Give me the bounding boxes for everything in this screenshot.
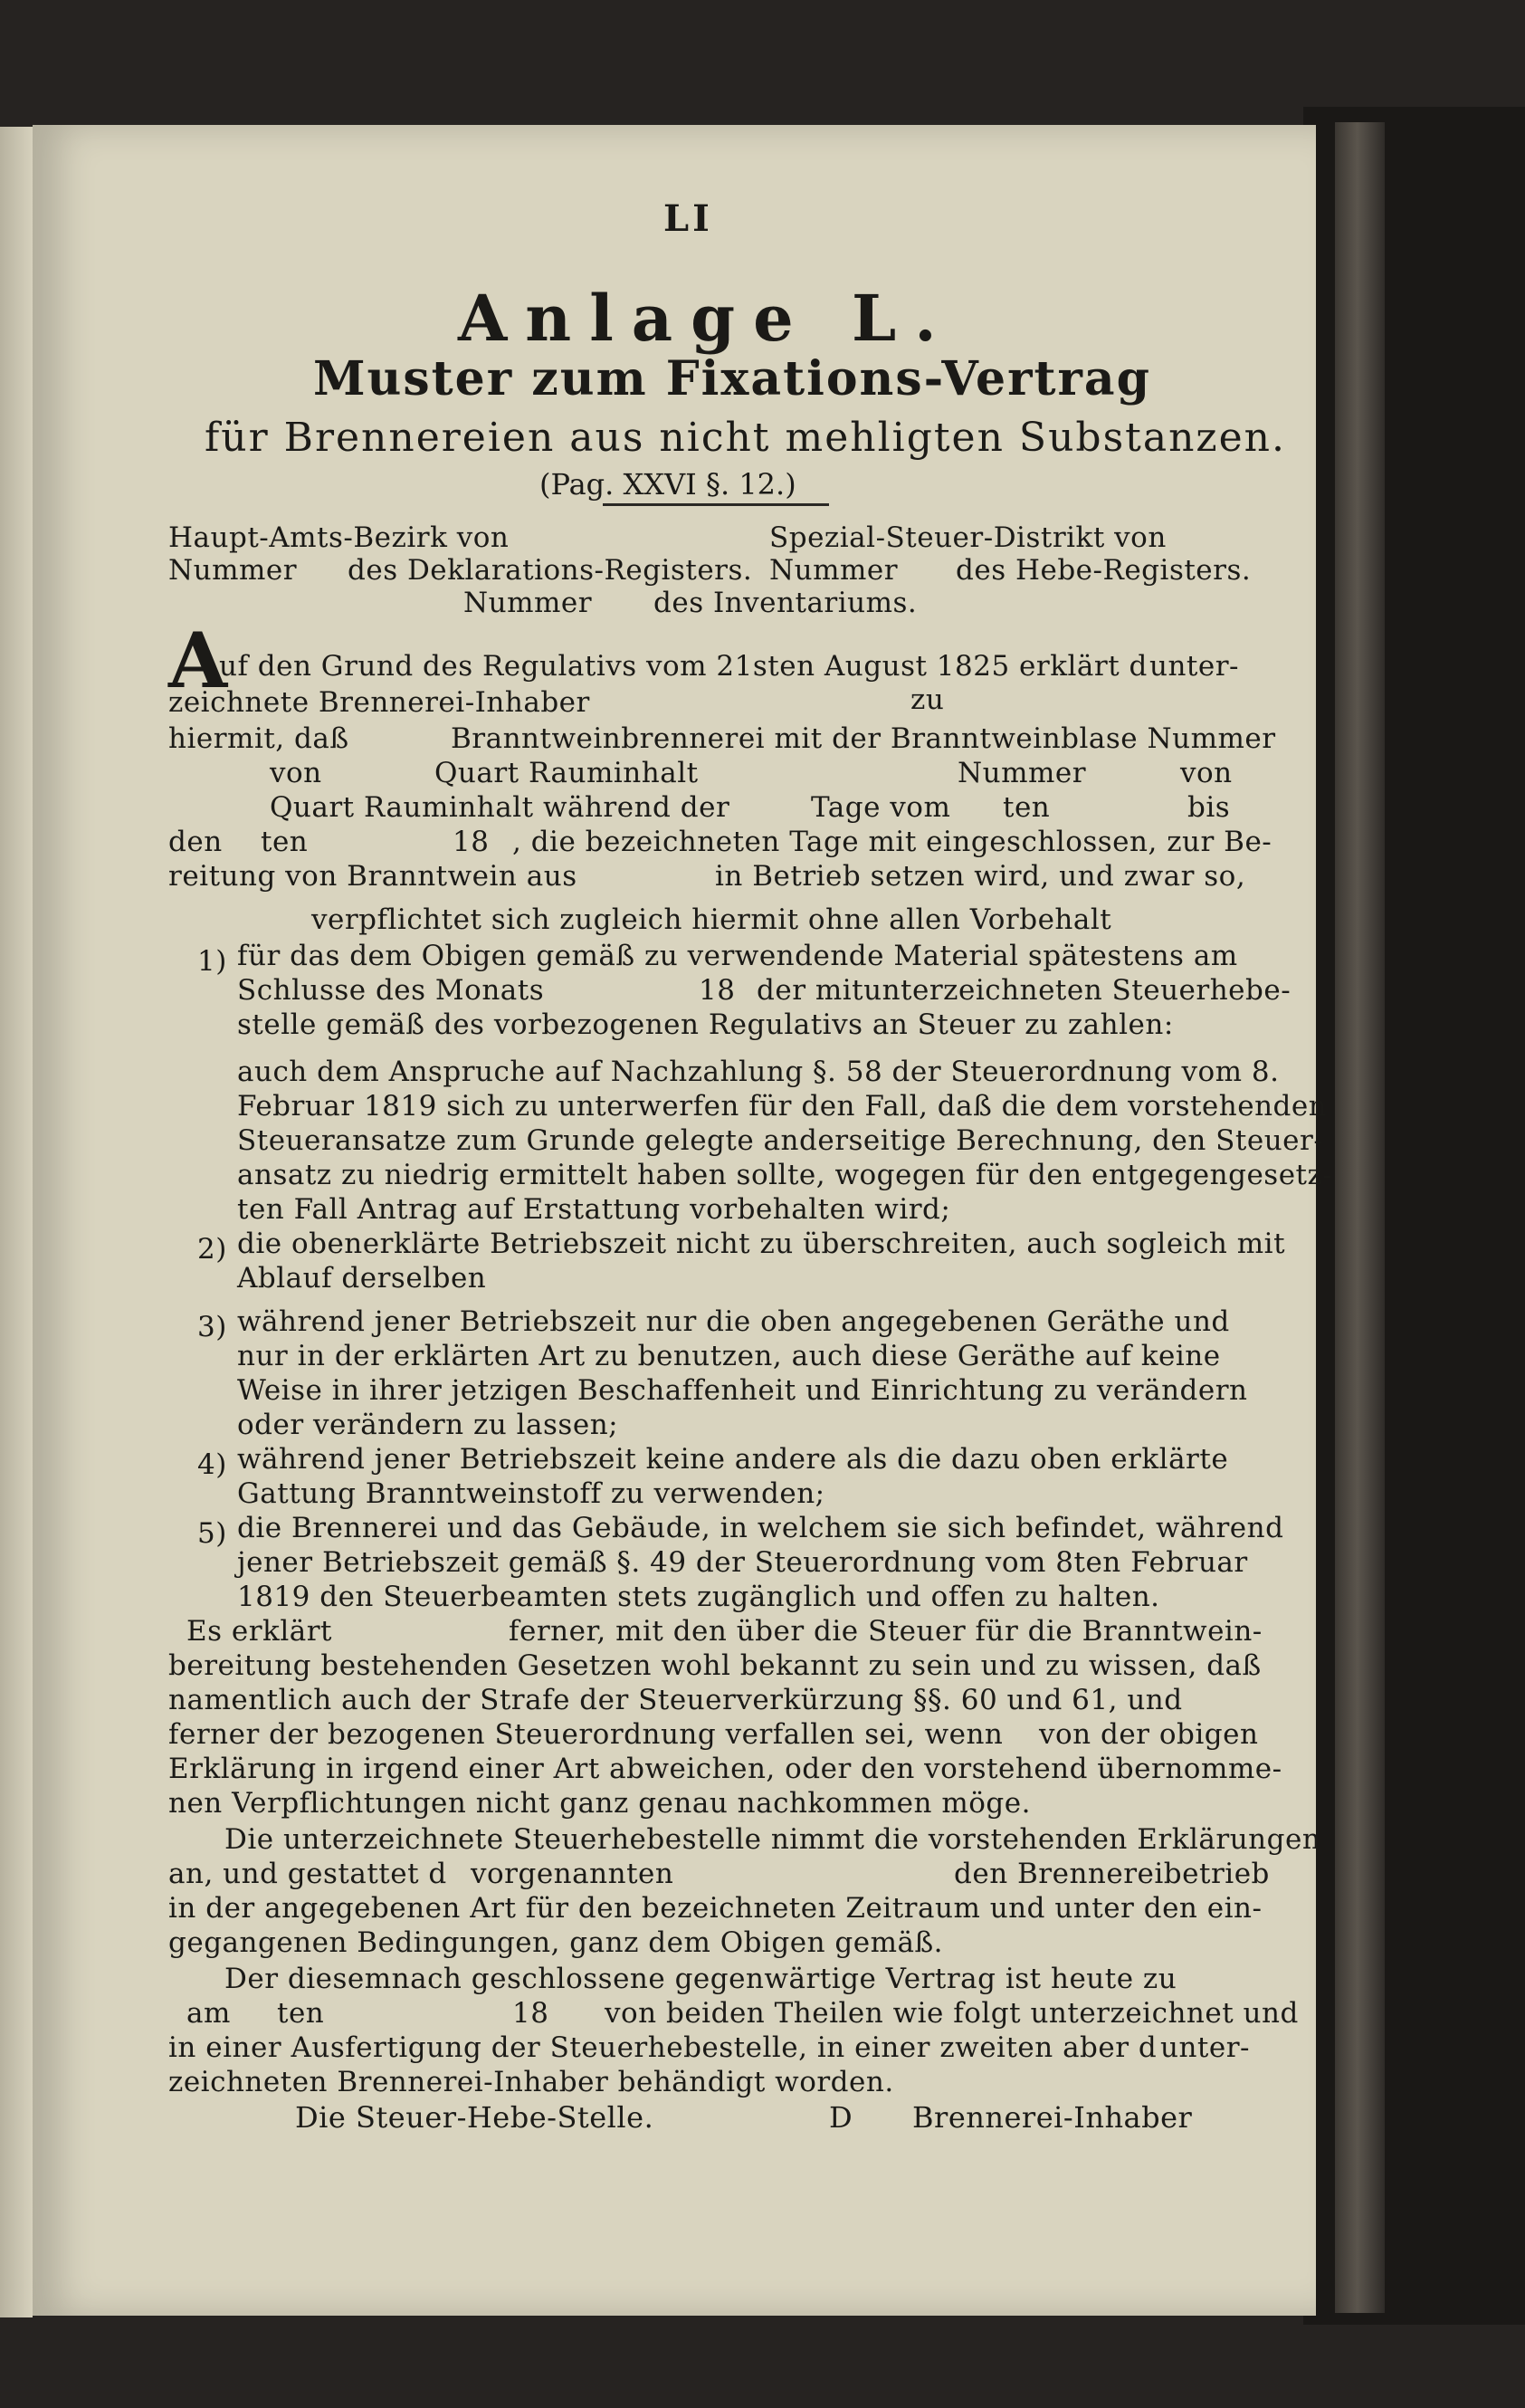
tax-office-signature-label: Die Steuer-Hebe-Stelle. bbox=[295, 2100, 654, 2135]
body-line: vorgenannten bbox=[471, 1858, 674, 1890]
item-number: 5) bbox=[197, 1517, 227, 1550]
body-line: 18 bbox=[699, 974, 736, 1007]
body-line: Quart Rauminhalt bbox=[434, 757, 699, 789]
body-line: Ablauf derselben bbox=[237, 1262, 487, 1295]
body-line: zeichneten Brennerei-Inhaber behändigt worden. bbox=[168, 2066, 894, 2098]
number-label: Nummer bbox=[168, 554, 298, 587]
body-line: den Brennereibetrieb bbox=[954, 1858, 1270, 1890]
body-line: von bbox=[1180, 757, 1233, 789]
body-line: bis bbox=[1187, 791, 1231, 824]
body-line: während jener Betriebszeit nur die oben angegebenen Geräthe und bbox=[237, 1305, 1230, 1338]
body-line: Steueransatze zum Grunde gelegte anderseitige Berechnung, den Steuer- bbox=[237, 1124, 1324, 1157]
body-line: nur in der erklärten Art zu benutzen, auch diese Geräthe auf keine bbox=[237, 1340, 1221, 1372]
body-line: ten bbox=[277, 1997, 325, 2030]
body-line: nen Verpflichtungen nicht ganz genau nachkommen möge. bbox=[168, 1787, 1031, 1820]
body-line: ferner der bezogenen Steuerordnung verfallen sei, wenn bbox=[168, 1718, 1004, 1751]
body-line: in einer Ausfertigung der Steuerhebestelle, in einer zweiten aber d bbox=[168, 2031, 1158, 2064]
body-line: Quart Rauminhalt während der bbox=[270, 791, 730, 824]
body-line: 18 bbox=[512, 1997, 549, 2030]
body-line: Gattung Branntweinstoff zu verwenden; bbox=[237, 1477, 825, 1510]
body-line: die Brennerei und das Gebäude, in welchem sie sich befindet, während bbox=[237, 1512, 1284, 1544]
body-line: namentlich auch der Strafe der Steuerverkürzung §§. 60 und 61, und bbox=[168, 1684, 1183, 1716]
drop-cap: A bbox=[168, 616, 228, 705]
collection-register-label: des Hebe-Registers. bbox=[956, 554, 1252, 587]
body-line: zu bbox=[910, 683, 945, 716]
body-line: für das dem Obigen gemäß zu verwendende Material spätestens am bbox=[237, 940, 1238, 972]
body-line: von der obigen bbox=[1039, 1718, 1259, 1751]
body-line: gegangenen Bedingungen, ganz dem Obigen gemäß. bbox=[168, 1926, 944, 1959]
body-line: Februar 1819 sich zu unterwerfen für den Fall, daß die dem vorstehenden bbox=[237, 1090, 1328, 1123]
body-line: auch dem Anspruche auf Nachzahlung §. 58 der Steuerordnung vom 8. bbox=[237, 1056, 1280, 1088]
inventory-label: des Inventariums. bbox=[653, 587, 918, 619]
declaration-register-label: des Deklarations-Registers. bbox=[348, 554, 753, 587]
special-district-label: Spezial-Steuer-Distrikt von bbox=[769, 521, 1167, 554]
body-line: der mitunterzeichneten Steuerhebe- bbox=[757, 974, 1291, 1007]
page-number: LI bbox=[663, 197, 713, 240]
document-subtitle: Muster zum Fixations-Vertrag bbox=[313, 351, 1151, 406]
number-label-3: Nummer bbox=[463, 587, 593, 619]
body-line: den bbox=[168, 826, 223, 858]
body-line: verpflichtet sich zugleich hiermit ohne allen Vorbehalt bbox=[311, 903, 1112, 936]
body-line: uf den Grund des Regulativs vom 21sten August 1825 erklärt d bbox=[219, 650, 1148, 683]
body-line: an, und gestattet d bbox=[168, 1858, 447, 1890]
body-line: oder verändern zu lassen; bbox=[237, 1409, 619, 1441]
body-line: Schlusse des Monats bbox=[237, 974, 545, 1007]
book-spine bbox=[1335, 122, 1385, 2313]
body-line: während jener Betriebszeit keine andere als die dazu oben erklärte bbox=[237, 1443, 1229, 1476]
body-line: , die bezeichneten Tage mit eingeschlossen, zur Be- bbox=[512, 826, 1272, 858]
body-line: von beiden Theilen wie folgt unterzeichnet und bbox=[605, 1997, 1299, 2030]
body-line: am bbox=[186, 1997, 231, 2030]
document-page bbox=[33, 125, 1333, 2316]
body-line: Nummer bbox=[958, 757, 1087, 789]
number-label-2: Nummer bbox=[769, 554, 899, 587]
item-number: 3) bbox=[197, 1311, 227, 1343]
body-line: ansatz zu niedrig ermittelt haben sollte, wogegen für den entgegengesetz- bbox=[237, 1159, 1333, 1191]
body-line: ferner, mit den über die Steuer für die Branntwein- bbox=[509, 1615, 1263, 1648]
left-page-edge bbox=[0, 127, 33, 2317]
body-line: Erklärung in irgend einer Art abweichen, oder den vorstehend übernomme- bbox=[168, 1753, 1282, 1785]
body-line: stelle gemäß des vorbezogenen Regulativs an Steuer zu zahlen: bbox=[237, 1008, 1174, 1041]
body-line: jener Betriebszeit gemäß §. 49 der Steuerordnung vom 8ten Februar bbox=[237, 1546, 1248, 1579]
body-line: Branntweinbrennerei mit der Branntweinblase Nummer bbox=[451, 722, 1276, 755]
district-label: Haupt-Amts-Bezirk von bbox=[168, 521, 510, 554]
document-title: Anlage L. bbox=[458, 281, 955, 356]
body-line: Tage vom bbox=[811, 791, 951, 824]
body-line: unter- bbox=[1149, 650, 1240, 683]
body-line: hiermit, daß bbox=[168, 722, 349, 755]
body-line: Es erklärt bbox=[186, 1615, 333, 1648]
body-line: ten bbox=[261, 826, 309, 858]
body-line: ten bbox=[1003, 791, 1051, 824]
item-number: 1) bbox=[197, 945, 227, 978]
divider bbox=[603, 503, 829, 506]
body-line: 18 bbox=[453, 826, 490, 858]
body-line: zeichnete Brennerei-Inhaber bbox=[168, 686, 590, 719]
body-line: ten Fall Antrag auf Erstattung vorbehalten wird; bbox=[237, 1193, 951, 1226]
body-line: die obenerklärte Betriebszeit nicht zu überschreiten, auch sogleich mit bbox=[237, 1228, 1286, 1260]
body-line: in der angegebenen Art für den bezeichneten Zeitraum und unter den ein- bbox=[168, 1892, 1263, 1925]
body-line: Weise in ihrer jetzigen Beschaffenheit und Einrichtung zu verändern bbox=[237, 1374, 1248, 1407]
page-reference: (Pag. XXVI §. 12.) bbox=[539, 467, 796, 502]
body-line: in Betrieb setzen wird, und zwar so, bbox=[715, 860, 1246, 893]
document-subtitle-2: für Brennereien aus nicht mehligten Substanzen. bbox=[205, 415, 1286, 461]
item-number: 2) bbox=[197, 1233, 227, 1266]
body-line: unter- bbox=[1160, 2031, 1251, 2064]
body-line: 1819 den Steuerbeamten stets zugänglich und offen zu halten. bbox=[237, 1581, 1160, 1613]
body-line: Die unterzeichnete Steuerhebestelle nimmt die vorstehenden Erklärungen bbox=[224, 1823, 1321, 1856]
body-line: reitung von Branntwein aus bbox=[168, 860, 577, 893]
signature-article: D bbox=[829, 2100, 853, 2135]
body-line: von bbox=[270, 757, 322, 789]
item-number: 4) bbox=[197, 1448, 227, 1481]
body-line: Der diesemnach geschlossene gegenwärtige Vertrag ist heute zu bbox=[224, 1963, 1177, 1995]
distillery-owner-signature-label: Brennerei-Inhaber bbox=[912, 2100, 1193, 2135]
body-line: bereitung bestehenden Gesetzen wohl bekannt zu sein und zu wissen, daß bbox=[168, 1649, 1262, 1682]
